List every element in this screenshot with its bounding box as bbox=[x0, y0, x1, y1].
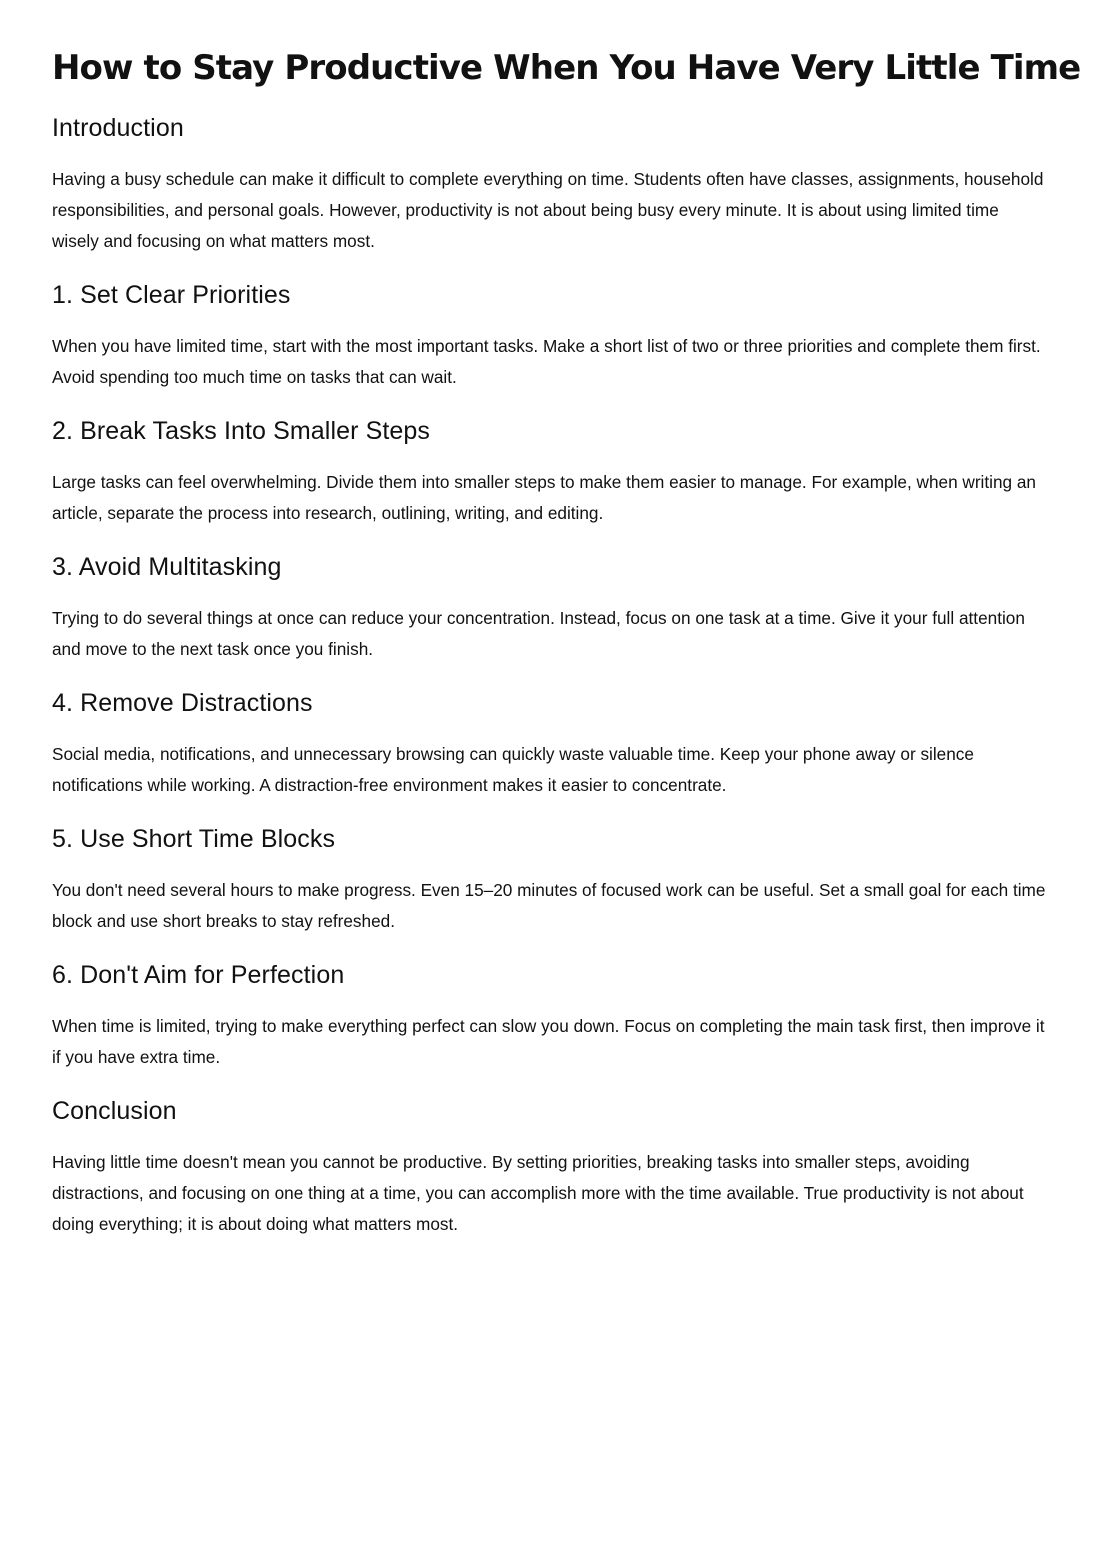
section-heading: 3. Avoid Multitasking bbox=[52, 553, 282, 581]
section-body: Large tasks can feel overwhelming. Divide them into smaller steps to make them easier to manage. For example, when writing an article, separate the process into research, outlining, writing, and editing. bbox=[52, 472, 1036, 523]
section-body: You don't need several hours to make progress. Even 15–20 minutes of focused work can be useful. Set a small goal for each time block and use short breaks to stay refreshed. bbox=[52, 880, 1046, 931]
section-set-clear-priorities bbox=[52, 279, 1048, 393]
section-avoid-multitasking bbox=[52, 551, 1048, 665]
page-title: How to Stay Productive When You Have Very Little Time bbox=[52, 48, 1081, 88]
section-heading: 6. Don't Aim for Perfection bbox=[52, 961, 345, 989]
section-body: Having a busy schedule can make it difficult to complete everything on time. Students often have classes, assignments, household responsibilities, and personal goals. However, productivity is not about being busy every minute. It is about using limited time wisely and focusing on what matters most. bbox=[52, 169, 1044, 251]
section-short-time-blocks bbox=[52, 823, 1048, 937]
section-body: Trying to do several things at once can reduce your concentration. Instead, focus on one task at a time. Give it your full attention and move to the next task once you finish. bbox=[52, 608, 1025, 659]
section-heading: 5. Use Short Time Blocks bbox=[52, 825, 336, 853]
section-body: When time is limited, trying to make everything perfect can slow you down. Focus on completing the main task first, then improve it if you have extra time. bbox=[52, 1016, 1045, 1067]
section-heading: Conclusion bbox=[52, 1097, 177, 1125]
section-dont-aim-for-perfection bbox=[52, 959, 1048, 1073]
section-body: Social media, notifications, and unnecessary browsing can quickly waste valuable time. Keep your phone away or silence notifications while working. A distraction-free environment makes it easier to concentrate. bbox=[52, 744, 974, 795]
section-heading: 4. Remove Distractions bbox=[52, 689, 313, 717]
section-body: Having little time doesn't mean you cannot be productive. By setting priorities, breaking tasks into smaller steps, avoiding distractions, and focusing on one thing at a time, you can accomplish more with the time available. True productivity is not about doing everything; it is about doing what matters most. bbox=[52, 1152, 1024, 1234]
section-conclusion bbox=[52, 1095, 1048, 1240]
section-heading: 2. Break Tasks Into Smaller Steps bbox=[52, 417, 431, 445]
section-body: When you have limited time, start with the most important tasks. Make a short list of two or three priorities and complete them first. Avoid spending too much time on tasks that can wait. bbox=[52, 336, 1041, 387]
section-break-tasks bbox=[52, 415, 1048, 529]
section-remove-distractions bbox=[52, 687, 1048, 801]
section-heading: 1. Set Clear Priorities bbox=[52, 281, 291, 309]
section-heading: Introduction bbox=[52, 114, 184, 142]
section-introduction bbox=[52, 112, 1048, 257]
